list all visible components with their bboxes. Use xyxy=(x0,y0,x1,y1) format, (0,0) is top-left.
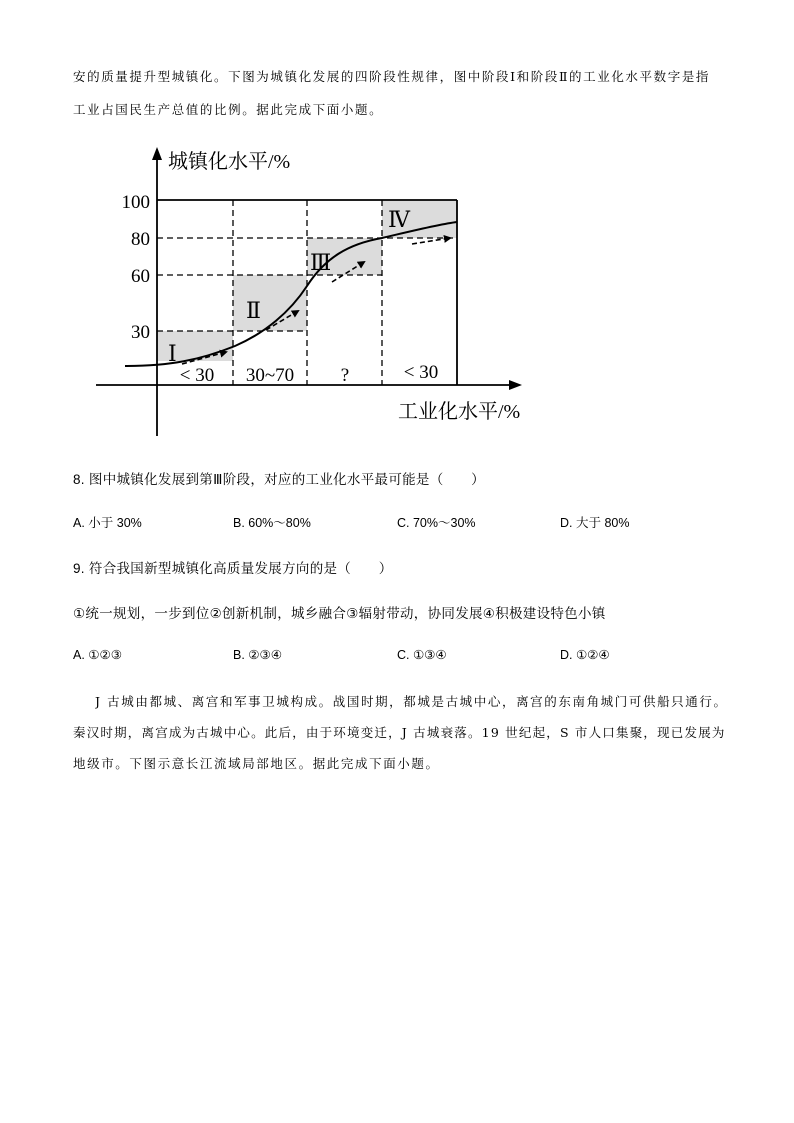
question-9-stem: 9. 符合我国新型城镇化高质量发展方向的是（ ） xyxy=(73,561,393,576)
y-tick-label: 80 xyxy=(131,229,150,250)
passage-line-1: J 古城由都城、离宫和军事卫城构成。战国时期，都城是古城中心，离宫的东南角城门可供船只通行。 xyxy=(95,694,728,709)
question-8-option-d: D. 大于 80% xyxy=(560,516,630,530)
stage-3-label: Ⅲ xyxy=(310,250,332,275)
stage-2-box xyxy=(233,275,307,331)
question-9-option-c: C. ①③④ xyxy=(397,648,447,662)
y-tick-label: 60 xyxy=(131,266,150,287)
stage-2-industrial-label: 30~70 xyxy=(245,365,295,386)
question-9-statements: ①统一规划，一步到位②创新机制，城乡融合③辐射带动，协同发展④积极建设特色小镇 xyxy=(73,606,606,621)
y-tick-label: 100 xyxy=(121,192,150,213)
stage-1-label: Ⅰ xyxy=(168,341,177,366)
urbanization-stage-diagram xyxy=(0,140,560,440)
passage-line-3: 地级市。下图示意长江流域局部地区。据此完成下面小题。 xyxy=(73,756,440,771)
y-tick-label: 30 xyxy=(131,322,150,343)
stage-4-label: Ⅳ xyxy=(388,207,410,232)
question-8-option-a: A. 小于 30% xyxy=(73,516,142,530)
intro-line-2: 工业占国民生产总值的比例。据此完成下面小题。 xyxy=(73,102,384,117)
y-axis-arrow-icon xyxy=(152,147,162,160)
stage-1-industrial-label: < 30 xyxy=(179,365,215,386)
question-8-stem: 8. 图中城镇化发展到第Ⅲ阶段，对应的工业化水平最可能是（ ） xyxy=(73,472,485,487)
stage-2-label: Ⅱ xyxy=(246,298,261,323)
question-8-option-c: C. 70%～30% xyxy=(397,516,476,530)
x-axis-label: 工业化水平/% xyxy=(398,401,521,423)
stage-3-industrial-label: ? xyxy=(340,365,350,386)
stage-4-industrial-label: < 30 xyxy=(403,362,439,383)
x-axis-arrow-icon xyxy=(509,380,522,390)
question-9-option-a: A. ①②③ xyxy=(73,648,122,662)
passage-line-2: 秦汉时期，离宫成为古城中心。此后，由于环境变迁，J 古城衰落。19 世纪起，S 市人口集聚，现已发展为 xyxy=(73,725,726,740)
question-8-option-b: B. 60%～80% xyxy=(233,516,311,530)
question-9-option-d: D. ①②④ xyxy=(560,648,610,662)
y-axis-label: 城镇化水平/% xyxy=(168,151,291,173)
intro-line-1: 安的质量提升型城镇化。下图为城镇化发展的四阶段性规律，图中阶段Ⅰ和阶段Ⅱ的工业化水平数字是指 xyxy=(73,69,711,84)
question-9-option-b: B. ②③④ xyxy=(233,648,282,662)
